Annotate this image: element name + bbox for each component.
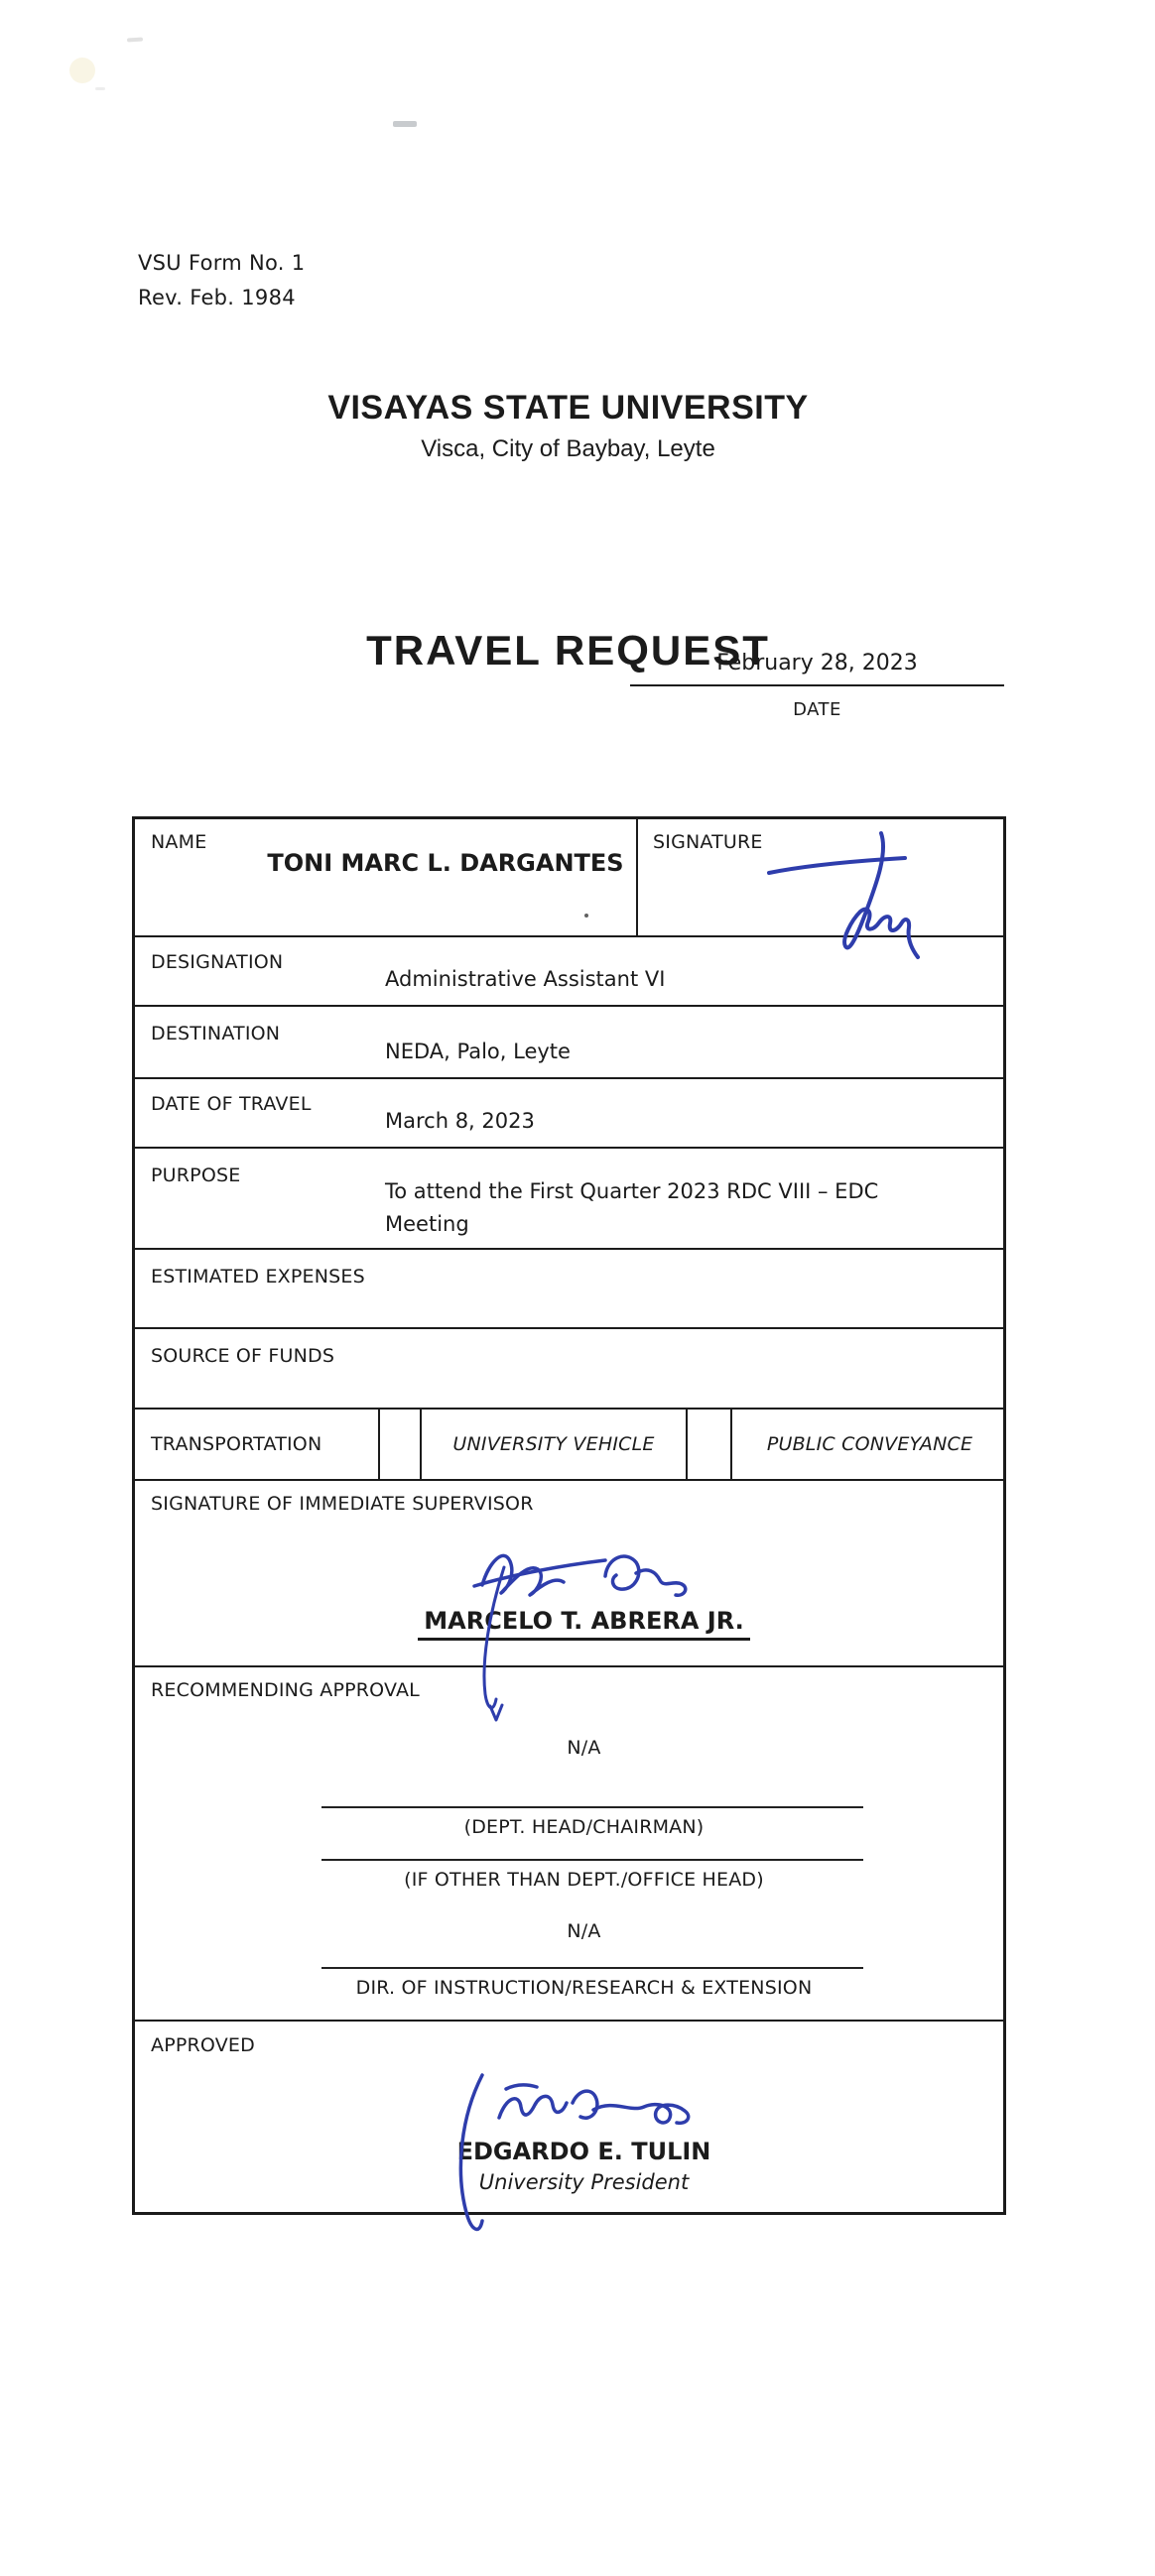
form-number-line1: VSU Form No. 1 [138,251,306,275]
date-of-travel-value: March 8, 2023 [385,1109,535,1133]
scan-smudge [95,87,105,90]
date-value: February 28, 2023 [716,651,918,675]
estimated-expenses-label: ESTIMATED EXPENSES [151,1266,365,1288]
university-vehicle-option: UNIVERSITY VEHICLE [452,1433,655,1455]
travel-request-table [132,816,1006,2215]
signature-edgardo [445,2065,705,2246]
purpose-label: PURPOSE [151,1165,241,1186]
approved-label: APPROVED [151,2034,255,2056]
recommending-na-2: N/A [567,1920,601,1942]
row-purpose [135,1149,1003,1250]
dept-head-caption: (DEPT. HEAD/CHAIRMAN) [463,1816,705,1838]
row-date-of-travel [135,1079,1003,1149]
university-address: Visca, City of Baybay, Leyte [421,435,715,462]
director-caption: DIR. OF INSTRUCTION/RESEARCH & EXTENSION [355,1977,813,1999]
director-signature-line [321,1967,863,1969]
recommending-na-1: N/A [567,1737,601,1759]
cell-divider [636,819,638,935]
date-label: DATE [793,699,841,720]
name-label: NAME [151,831,207,853]
row-transportation [135,1410,1003,1481]
university-vehicle-checkbox [380,1410,420,1479]
university-name: VISAYAS STATE UNIVERSITY [327,389,809,427]
supervisor-name-text: MARCELO T. ABRERA JR. [418,1607,749,1641]
signature-marcelo [454,1530,707,1726]
if-other-caption: (IF OTHER THAN DEPT./OFFICE HEAD) [404,1869,764,1891]
name-value: TONI MARC L. DARGANTES [267,849,624,877]
scan-smudge [127,37,143,42]
scan-stain [69,58,95,83]
date-of-travel-label: DATE OF TRAVEL [151,1093,312,1115]
transportation-label: TRANSPORTATION [151,1433,322,1455]
date-underline [630,684,1004,686]
scan-smudge [393,121,417,127]
dept-head-signature-line [321,1806,863,1808]
president-name: EDGARDO E. TULIN [456,2138,711,2165]
form-number-line2: Rev. Feb. 1984 [138,286,296,309]
recommending-approval-label: RECOMMENDING APPROVAL [151,1679,420,1701]
form-number-block [138,246,305,315]
public-conveyance-checkbox [688,1410,730,1479]
designation-value: Administrative Assistant VI [385,967,666,991]
row-source-of-funds [135,1329,1003,1410]
source-of-funds-label: SOURCE OF FUNDS [151,1345,335,1367]
row-destination [135,1007,1003,1079]
designation-label: DESIGNATION [151,951,284,973]
public-conveyance-option: PUBLIC CONVEYANCE [766,1433,973,1455]
destination-value: NEDA, Palo, Leyte [385,1040,571,1063]
university-header [132,389,1004,463]
purpose-value: To attend the First Quarter 2023 RDC VIII – EDC Meeting [385,1179,879,1236]
signature-label: SIGNATURE [653,831,763,853]
immediate-supervisor-label: SIGNATURE OF IMMEDIATE SUPERVISOR [151,1493,534,1515]
destination-label: DESTINATION [151,1023,281,1044]
date-block [630,651,1004,720]
if-other-signature-line [321,1859,863,1861]
row-estimated-expenses [135,1250,1003,1329]
president-title: University President [478,2170,690,2194]
document-title: TRAVEL REQUEST [366,627,770,674]
signature-toni-marc [764,827,923,962]
